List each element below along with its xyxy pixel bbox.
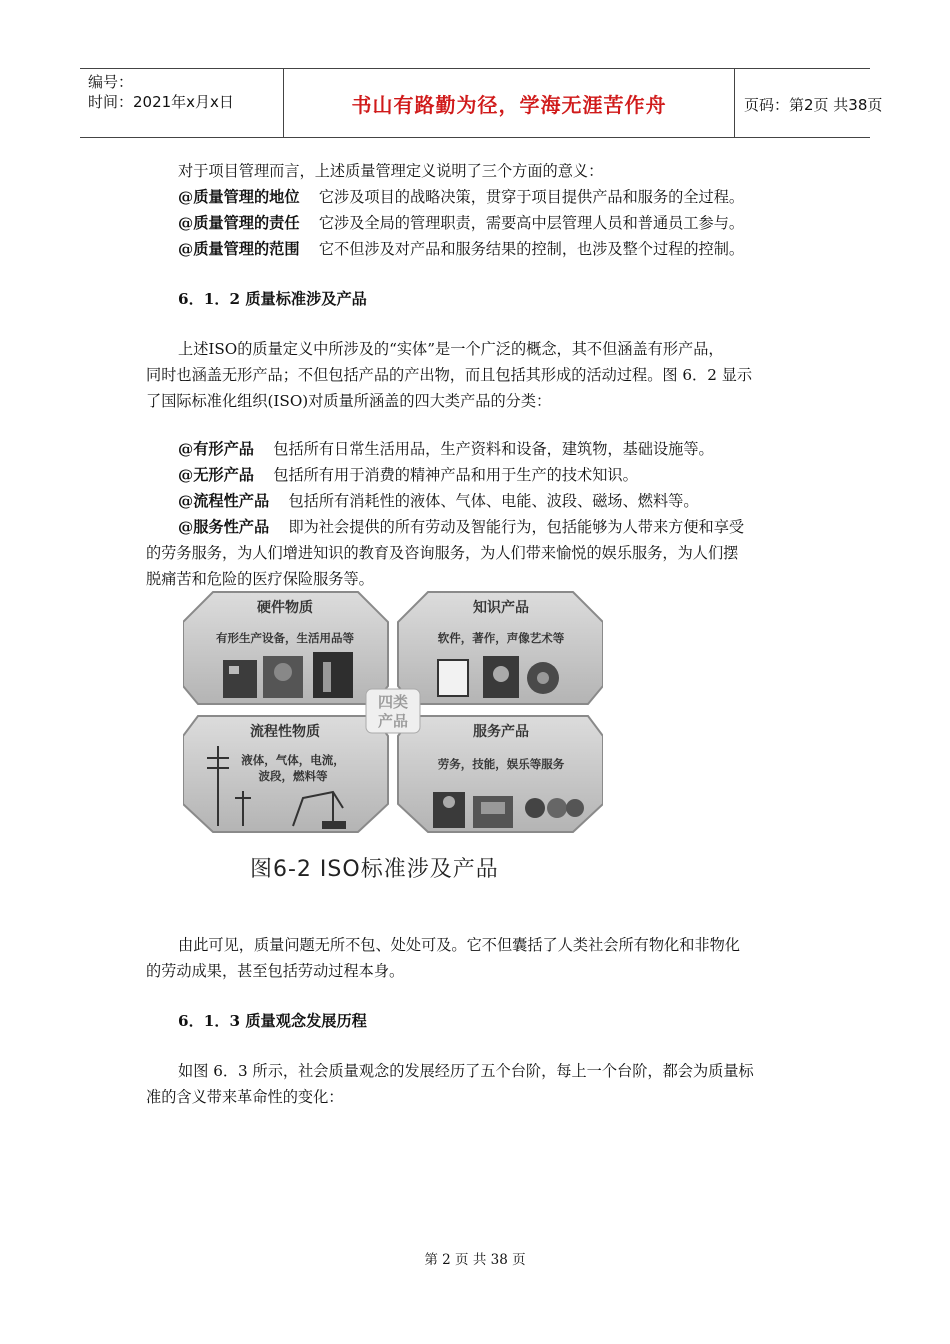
item-desc: 即为社会提供的所有劳动及智能行为，包括能够为人带来方便和享受	[288, 518, 745, 536]
section-heading-6-1-3: 6．1．3 质量观念发展历程	[178, 1012, 367, 1030]
list-item	[146, 488, 844, 514]
quadrant-title: 流程性物质	[250, 724, 320, 740]
item-term: @质量管理的范围	[178, 240, 300, 258]
center-label-2: 产品	[377, 712, 409, 730]
list-item	[146, 210, 844, 236]
time-label: 时间：2021年x月x日	[88, 93, 234, 111]
section-heading-6-1-2: 6．1．2 质量标准涉及产品	[178, 290, 367, 308]
item-term: @服务性产品	[178, 518, 270, 536]
quadrant-subtitle: 有形生产设备，生活用品等	[216, 631, 354, 645]
quadrant-subtitle: 软件，著作，声像艺术等	[437, 631, 565, 645]
number-label: 编号：	[88, 73, 134, 91]
list-item	[146, 462, 844, 488]
paragraph-line: 的劳动成果，甚至包括劳动过程本身。	[146, 962, 405, 980]
page-info: 页码：第2页 共38页	[744, 96, 883, 114]
item-term: @无形产品	[178, 466, 254, 484]
list-item	[146, 436, 844, 462]
section1-intro: 对于项目管理而言，上述质量管理定义说明了三个方面的意义：	[178, 162, 604, 180]
paragraph-line: 上述ISO的质量定义中所涉及的“实体”是一个广泛的概念，其不但涵盖有形产品，	[178, 340, 724, 358]
item-desc: 包括所有日常生活用品，生产资料和设备，建筑物，基础设施等。	[273, 440, 714, 458]
header-page-cell	[734, 69, 883, 137]
figure-caption: 图6-2 ISO标准涉及产品	[250, 857, 499, 882]
header-motto-cell	[283, 69, 735, 137]
item-term: @质量管理的责任	[178, 214, 300, 232]
paragraph-line: 的劳务服务，为人们增进知识的教育及咨询服务，为人们带来愉悦的娱乐服务，为人们摆	[146, 544, 739, 562]
paragraph-line: 由此可见，质量问题无所不包、处处可及。它不但囊括了人类社会所有物化和非物化	[178, 936, 740, 954]
motto: 书山有路勤为径，学海无涯苦作舟	[351, 93, 667, 117]
list-item	[146, 236, 844, 262]
item-desc: 包括所有用于消费的精神产品和用于生产的技术知识。	[273, 466, 638, 484]
item-term: @流程性产品	[178, 492, 270, 510]
quadrant-subtitle: 波段，燃料等	[258, 769, 328, 783]
header-meta-cell	[80, 69, 283, 137]
page-footer: 第 2 页 共 38 页	[424, 1252, 526, 1268]
center-label-1: 四类	[377, 693, 409, 711]
quadrant-title: 知识产品	[473, 600, 529, 616]
quadrant-title: 服务产品	[473, 724, 529, 740]
paragraph-line: 脱痛苦和危险的医疗保险服务等。	[146, 570, 374, 588]
paragraph-line: 了国际标准化组织(ISO)对质量所涵盖的四大类产品的分类：	[146, 392, 552, 410]
quadrant-title: 硬件物质	[257, 600, 313, 616]
list-item	[146, 514, 844, 540]
page-header	[80, 68, 883, 138]
iso-products-figure	[183, 586, 603, 836]
quadrant-subtitle: 劳务，技能，娱乐等服务	[437, 757, 565, 771]
paragraph-line: 同时也涵盖无形产品；不但包括产品的产出物，而且包括其形成的活动过程。图 6．2 显示	[146, 366, 753, 384]
knowledge-photos	[438, 656, 559, 698]
item-desc: 它不但涉及对产品和服务结果的控制，也涉及整个过程的控制。	[318, 240, 745, 258]
paragraph-line: 如图 6．3 所示，社会质量观念的发展经历了五个台阶，每上一个台阶，都会为质量标	[178, 1062, 754, 1080]
item-desc: 包括所有消耗性的液体、气体、电能、波段、磁场、燃料等。	[288, 492, 699, 510]
list-item	[146, 184, 844, 210]
quadrant-subtitle: 液体，气体，电流，	[241, 753, 345, 767]
item-desc: 它涉及项目的战略决策，贯穿于项目提供产品和服务的全过程。	[318, 188, 745, 206]
item-desc: 它涉及全局的管理职责，需要高中层管理人员和普通员工参与。	[318, 214, 745, 232]
paragraph-line: 准的含义带来革命性的变化：	[146, 1088, 344, 1106]
item-term: @质量管理的地位	[178, 188, 300, 206]
item-term: @有形产品	[178, 440, 254, 458]
